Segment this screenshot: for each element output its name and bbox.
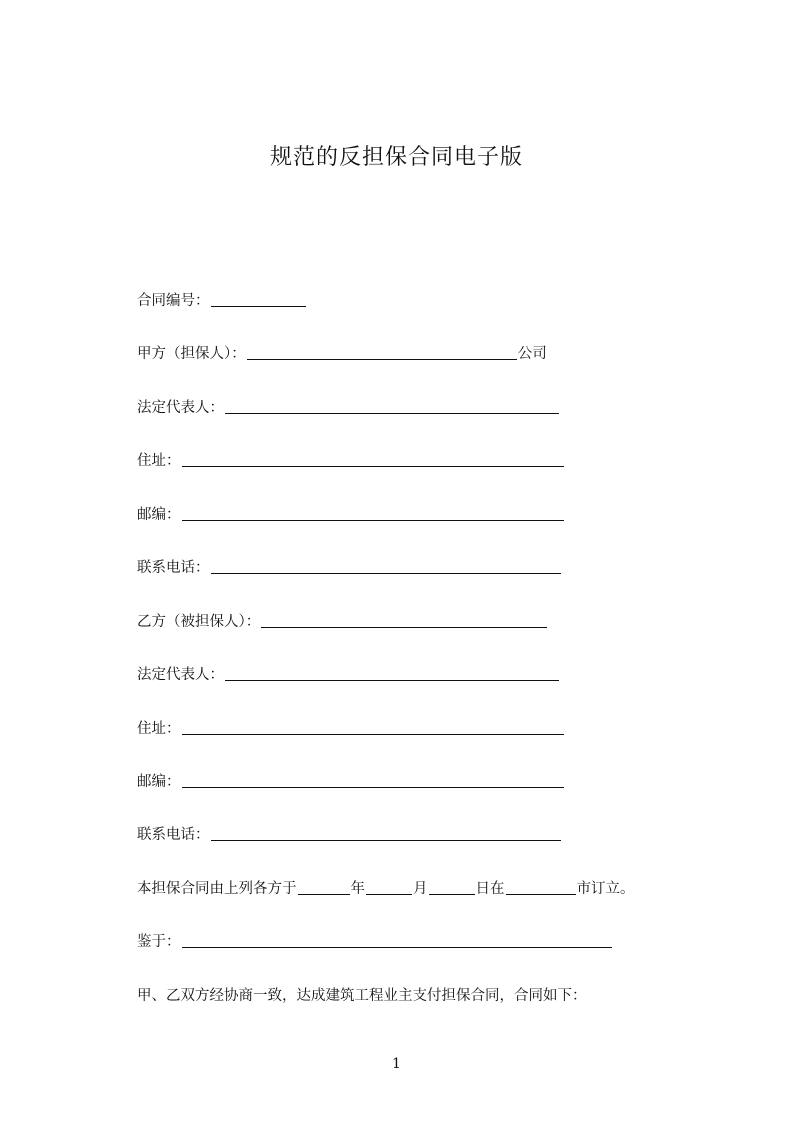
field-label: 联系电话： xyxy=(137,827,210,843)
field-label: 联系电话： xyxy=(137,560,210,576)
field-label: 甲方（担保人）： xyxy=(137,346,246,362)
blank-city[interactable] xyxy=(506,880,576,895)
blank-contract-number[interactable] xyxy=(211,292,306,307)
blank-month[interactable] xyxy=(366,880,412,895)
party-b-line xyxy=(137,611,548,631)
blank-party-b[interactable] xyxy=(261,613,547,628)
party-b-postcode-line xyxy=(137,771,565,791)
date-suffix: 市订立。 xyxy=(576,881,635,897)
field-label: 鉴于： xyxy=(137,934,181,950)
party-a-address-line xyxy=(137,450,565,470)
blank-party-a-address[interactable] xyxy=(182,452,564,467)
blank-party-b-representative[interactable] xyxy=(225,666,559,681)
month-label: 月 xyxy=(413,881,428,897)
whereas-line xyxy=(137,931,613,951)
signing-date-line xyxy=(137,878,635,898)
blank-day[interactable] xyxy=(429,880,475,895)
agreement-paragraph: 甲、乙双方经协商一致，达成建筑工程业主支付担保合同，合同如下： xyxy=(137,988,587,1004)
field-label: 邮编： xyxy=(137,774,181,790)
party-a-phone-line xyxy=(137,557,562,577)
day-label: 日在 xyxy=(475,881,505,897)
date-prefix: 本担保合同由上列各方于 xyxy=(137,881,297,897)
blank-party-a-representative[interactable] xyxy=(225,399,559,414)
document-title: 规范的反担保合同电子版 xyxy=(269,145,523,170)
field-label: 法定代表人： xyxy=(137,667,224,683)
year-label: 年 xyxy=(350,881,365,897)
blank-party-b-address[interactable] xyxy=(182,720,564,735)
contract-number-line xyxy=(137,290,307,310)
blank-party-b-postcode[interactable] xyxy=(182,773,564,788)
blank-party-a[interactable] xyxy=(247,345,517,360)
party-b-address-line xyxy=(137,718,565,738)
page-number: 1 xyxy=(392,1056,401,1072)
party-a-postcode-line xyxy=(137,504,565,524)
field-label: 住址： xyxy=(137,721,181,737)
blank-party-a-phone[interactable] xyxy=(211,559,561,574)
field-label: 合同编号： xyxy=(137,293,210,309)
blank-party-b-phone[interactable] xyxy=(211,826,561,841)
blank-whereas[interactable] xyxy=(182,933,612,948)
field-label: 乙方（被担保人）： xyxy=(137,614,261,630)
field-suffix: 公司 xyxy=(517,346,547,362)
party-a-line xyxy=(137,343,547,363)
party-a-representative-line xyxy=(137,397,560,417)
field-label: 住址： xyxy=(137,453,181,469)
field-label: 邮编： xyxy=(137,507,181,523)
party-b-phone-line xyxy=(137,824,562,844)
field-label: 法定代表人： xyxy=(137,400,224,416)
party-b-representative-line xyxy=(137,664,560,684)
blank-party-a-postcode[interactable] xyxy=(182,506,564,521)
blank-year[interactable] xyxy=(298,880,350,895)
